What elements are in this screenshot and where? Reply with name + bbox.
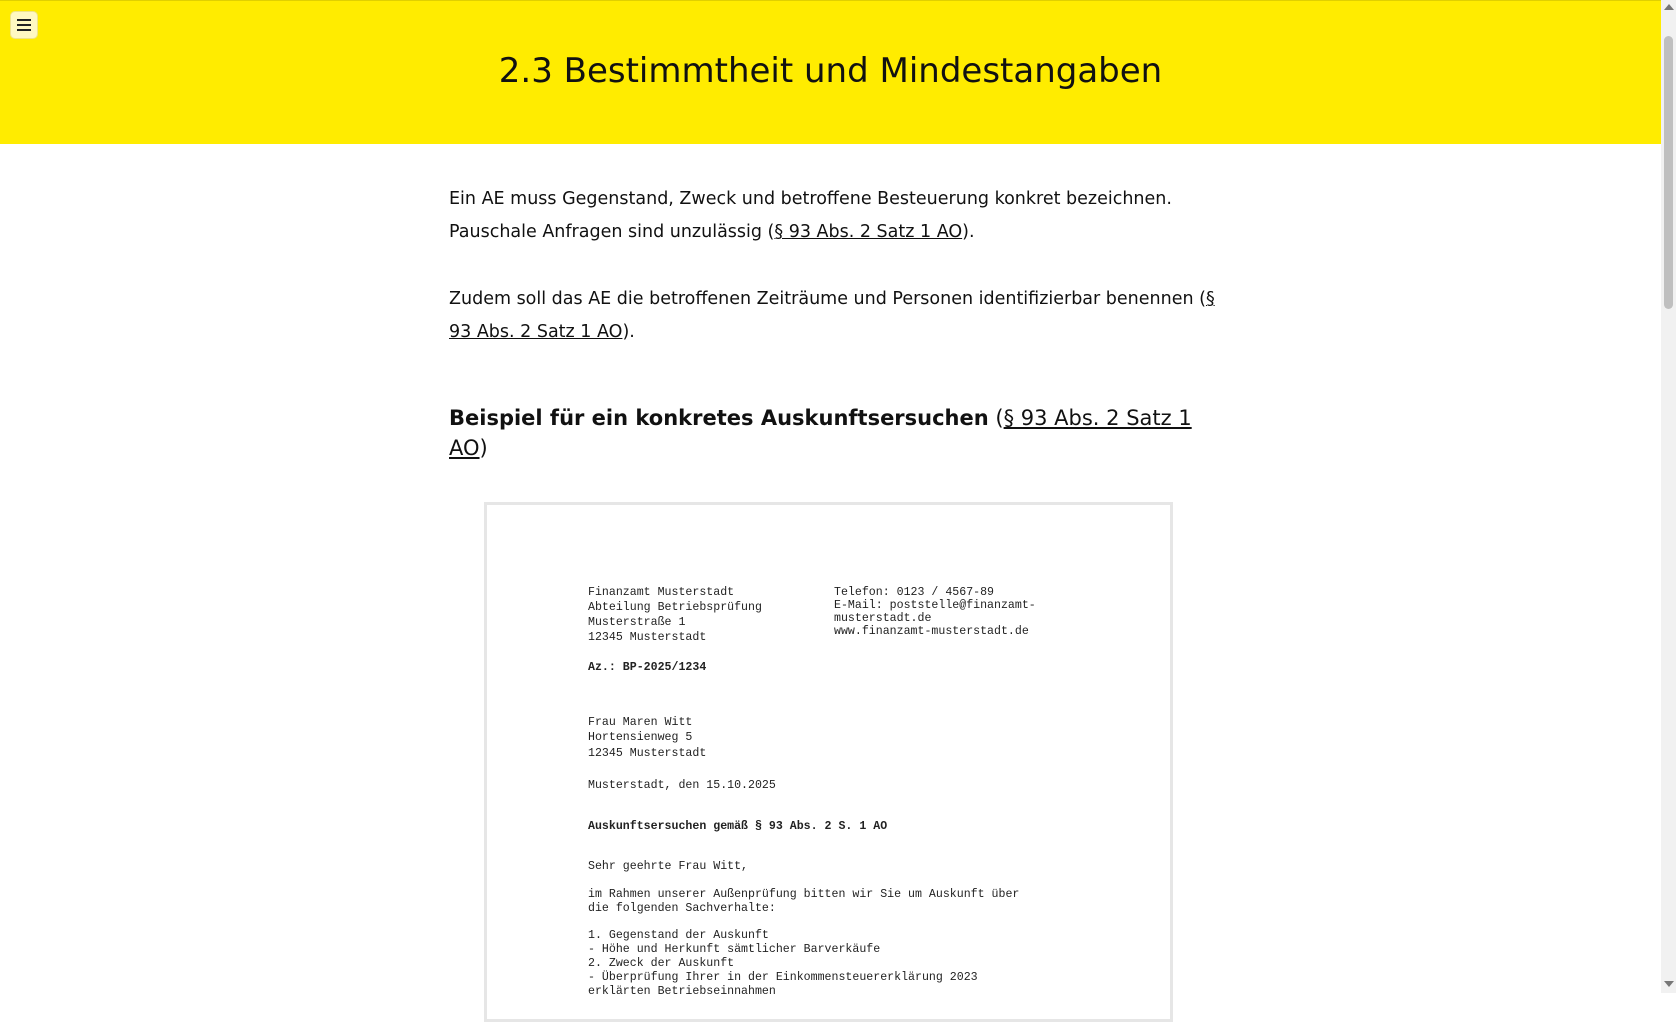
letter-contact-line: www.finanzamt-musterstadt.de <box>834 625 1029 638</box>
paragraph-2-end: ). <box>622 322 635 342</box>
letter-item-line: erklärten Betriebseinnahmen <box>588 985 776 998</box>
letter-sender-line: Abteilung Betriebsprüfung <box>588 601 762 614</box>
page-header <box>0 0 1661 144</box>
letter-sender-line: Finanzamt Musterstadt <box>588 586 735 599</box>
letter-contact-line: Telefon: 0123 / 4567-89 <box>834 586 995 599</box>
menu-button[interactable] <box>10 11 38 39</box>
letter-salutation: Sehr geehrte Frau Witt, <box>588 860 749 873</box>
letter-item-line: 1. Gegenstand der Auskunft <box>588 929 769 942</box>
vertical-scrollbar[interactable] <box>1661 0 1676 993</box>
example-heading-text: Beispiel für ein konkretes Auskunftsersuchen <box>449 406 989 430</box>
letter-contact-line: E-Mail: poststelle@finanzamt- <box>834 599 1036 612</box>
paragraph-1-law-link[interactable]: § 93 Abs. 2 Satz 1 AO <box>774 222 963 242</box>
hamburger-menu-icon <box>17 19 31 31</box>
scrollbar-thumb[interactable] <box>1664 36 1673 309</box>
letter-intro-line: im Rahmen unserer Außenprüfung bitten wir Sie um Auskunft über <box>588 888 1020 901</box>
letter-item-line: 2. Zweck der Auskunft <box>588 957 735 970</box>
scroll-down-arrow-icon[interactable] <box>1664 981 1674 987</box>
scroll-up-arrow-icon[interactable] <box>1664 4 1674 10</box>
example-letter-image <box>484 502 1173 1022</box>
paragraph-1-end: ). <box>962 222 975 242</box>
paragraph-2-text: Zudem soll das AE die betroffenen Zeiträume und Personen identifizierbar benennen ( <box>449 289 1206 309</box>
paragraph-1-text: Ein AE muss Gegenstand, Zweck und betroffene Besteuerung konkret bezeichnen. Pauschale Anfragen sind unzulässig ( <box>449 189 1172 242</box>
example-law-link[interactable]: § 93 Abs. 2 Satz 1 AO <box>449 406 1192 460</box>
main-content <box>449 183 1219 463</box>
letter-sender-line: 12345 Musterstadt <box>588 631 707 644</box>
page-title: 2.3 Bestimmtheit und Mindestangaben <box>498 51 1163 91</box>
paragraph-2-law-link[interactable]: § 93 Abs. 2 Satz 1 AO <box>449 289 1215 342</box>
letter-item-line: - Überprüfung Ihrer in der Einkommensteuererklärung 2023 <box>588 971 978 984</box>
paragraph-2 <box>449 283 1219 349</box>
letter-contact-line: musterstadt.de <box>834 612 932 625</box>
letter-reference: Az.: BP-2025/1234 <box>588 661 707 674</box>
letter-recipient-line: Hortensienweg 5 <box>588 731 693 744</box>
letter-sender-line: Musterstraße 1 <box>588 616 686 629</box>
letter-recipient-line: Frau Maren Witt <box>588 716 693 729</box>
letter-item-line: - Höhe und Herkunft sämtlicher Barverkäufe <box>588 943 881 956</box>
letter-date: Musterstadt, den 15.10.2025 <box>588 779 776 792</box>
letter-intro-line: die folgenden Sachverhalte: <box>588 902 776 915</box>
example-heading <box>449 403 1219 463</box>
paragraph-1 <box>449 183 1219 249</box>
letter-recipient-line: 12345 Musterstadt <box>588 747 707 760</box>
example-heading-paren-open: ( <box>988 406 1004 430</box>
letter-subject: Auskunftsersuchen gemäß § 93 Abs. 2 S. 1 AO <box>588 820 888 833</box>
example-heading-paren-close: ) <box>479 436 488 460</box>
